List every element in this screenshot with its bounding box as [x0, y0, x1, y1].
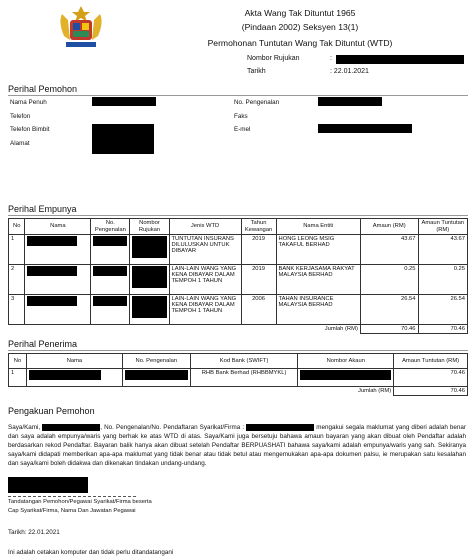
cell-bank: RHB Bank Berhad (RHBBMYKL): [190, 369, 298, 387]
tarikh: Tarikh: 22.01.2021: [8, 529, 60, 536]
table-row: [9, 369, 468, 387]
signature-redaction: [8, 477, 88, 493]
bimbit-label: Telefon Bimbit: [10, 126, 50, 133]
col-tuntutan: Amaun Tuntutan (RM): [394, 354, 468, 369]
divider: [8, 95, 468, 96]
cell-akaun: [298, 369, 394, 387]
cell-jenis: LAIN-LAIN WANG YANG KENA DIBAYAR DALAM TEMPOH 1 TAHUN: [169, 295, 241, 325]
cell-nama: [25, 265, 91, 295]
nama-redaction: [92, 97, 156, 106]
bimbit-redaction: [92, 124, 154, 154]
cell-nama: [25, 295, 91, 325]
decl-ic-redaction: [246, 424, 314, 431]
col-tuntutan: Amaun Tuntutan (RM): [418, 219, 467, 235]
ref-label: Nombor Rujukan: [247, 55, 300, 62]
decl-part3: mengakui segala maklumat yang diberi adalah benar dan saya adalah empunya/waris yang berhak ke atas WTD di atas. Saya/Kami juga bersetuju bahawa amaun bayaran yang akan dibuat oleh Pendaftar adalah berdasarkan rekod Pendaftar. Bayaran balik hanya akan dibuat setelah Pendaftar BERPUASHATI bahawa saya/kami adalah empunya/waris yang sah. Sekiranya saya/kami didapati memberikan apa-apa maklumat yang tidak benar atau tidak betul atau mengemukakan apa-apa dokumen palsu, ie merupakan satu kesalahan dan saya/kami boleh didakwa dan dikenakan tindakan undang-undang.: [8, 424, 467, 467]
cell-entiti: HONG LEONG MSIG TAKAFUL BERHAD: [276, 235, 360, 265]
ref-redaction: [336, 55, 464, 64]
total-label: Jumlah (RM): [324, 326, 358, 332]
cell-ic: [91, 265, 130, 295]
penerima-table: [8, 353, 468, 396]
tel-label: Telefon: [10, 113, 31, 120]
col-ref: Nombor Rujukan: [130, 219, 169, 235]
total-row: [9, 387, 468, 396]
ic-label: No. Pengenalan: [234, 99, 280, 106]
cell-entiti: TAHAN INSURANCE MALAYSIA BERHAD: [276, 295, 360, 325]
col-tahun: Tahun Kewangan: [241, 219, 276, 235]
cell-no: 1: [9, 369, 27, 387]
pengakuan-title: Pengakuan Pemohon: [8, 406, 95, 416]
sig-line2: Cap Syarikat/Firma, Nama Dan Jawatan Pegawai: [8, 508, 136, 514]
penerima-title: Perihal Penerima: [8, 339, 78, 349]
form-title: Permohonan Tuntutan Wang Tak Dituntut (WTD): [207, 38, 393, 48]
col-jenis: Jenis WTD: [169, 219, 241, 235]
decl-part2: , No. Pengenalan/No. Pendaftaran Syarikat/Firma :: [100, 424, 245, 431]
nama-label: Nama Penuh: [10, 99, 47, 106]
cell-tahun: 2019: [241, 265, 276, 295]
cell-amaun: 70.46: [394, 369, 468, 387]
signature-line: [8, 496, 136, 497]
col-nama: Nama: [26, 354, 122, 369]
cell-tuntutan: 26.54: [418, 295, 467, 325]
alamat-label: Alamat: [10, 140, 30, 147]
col-nama: Nama: [25, 219, 91, 235]
email-redaction: [318, 124, 412, 133]
cell-no: 2: [9, 265, 25, 295]
date-value: : 22.01.2021: [330, 68, 369, 75]
total-tuntutan: 70.46: [418, 325, 467, 334]
empunya-table: [8, 218, 468, 334]
coat-of-arms-logo: [50, 4, 112, 50]
col-bank: Kod Bank (SWIFT): [190, 354, 298, 369]
divider: [8, 350, 468, 351]
col-akaun: Nombor Akaun: [298, 354, 394, 369]
ic-redaction: [318, 97, 382, 106]
date-label: Tarikh: [247, 68, 266, 75]
total-amaun: 70.46: [360, 325, 418, 334]
col-ic: No. Pengenalan: [91, 219, 130, 235]
act-title: Akta Wang Tak Dituntut 1965: [244, 8, 356, 18]
footer-note: Ini adalah cetakan komputer dan tidak perlu ditandatangani: [8, 549, 174, 556]
cell-tahun: 2019: [241, 235, 276, 265]
col-no: No: [9, 219, 25, 235]
cell-no: 1: [9, 235, 25, 265]
cell-entiti: BANK KERJASAMA RAKYAT MALAYSIA BERHAD: [276, 265, 360, 295]
cell-tuntutan: 0.25: [418, 265, 467, 295]
pemohon-title: Perihal Pemohon: [8, 84, 78, 94]
table-row: [9, 235, 468, 265]
table-row: [9, 295, 468, 325]
cell-tahun: 2006: [241, 295, 276, 325]
table-row: [9, 265, 468, 295]
col-no: No: [9, 354, 27, 369]
cell-tuntutan: 43.67: [418, 235, 467, 265]
empunya-title: Perihal Empunya: [8, 204, 77, 214]
declaration-text: [8, 423, 466, 468]
cell-amaun: 43.67: [360, 235, 418, 265]
divider: [8, 215, 468, 216]
total-label: Jumlah (RM): [357, 388, 392, 394]
cell-no: 3: [9, 295, 25, 325]
cell-ref: [130, 235, 169, 265]
total-amaun: 70.46: [394, 387, 468, 396]
faks-label: Faks: [234, 113, 248, 120]
cell-ref: [130, 295, 169, 325]
cell-ic: [122, 369, 190, 387]
cell-nama: [25, 235, 91, 265]
col-entiti: Nama Entiti: [276, 219, 360, 235]
sig-line1: Tandatangan Pemohon/Pegawai Syarikat/Firma beserta: [8, 499, 152, 505]
ref-sep: :: [330, 55, 332, 62]
cell-jenis: LAIN-LAIN WANG YANG KENA DIBAYAR DALAM TEMPOH 1 TAHUN: [169, 265, 241, 295]
col-amaun: Amaun (RM): [360, 219, 418, 235]
cell-nama: [26, 369, 122, 387]
cell-jenis: TUNTUTAN INSURANS DILULUSKAN UNTUK DIBAYAR: [169, 235, 241, 265]
cell-amaun: 26.54: [360, 295, 418, 325]
total-row: [9, 325, 468, 334]
act-subtitle: (Pindaan 2002) Seksyen 13(1): [241, 22, 359, 32]
cell-ic: [91, 295, 130, 325]
email-label: E-mel: [234, 126, 251, 133]
cell-ic: [91, 235, 130, 265]
cell-amaun: 0.25: [360, 265, 418, 295]
decl-part1: Saya/Kami,: [8, 424, 41, 431]
col-ic: No. Pengenalan: [122, 354, 190, 369]
decl-name-redaction: [42, 424, 100, 431]
cell-ref: [130, 265, 169, 295]
